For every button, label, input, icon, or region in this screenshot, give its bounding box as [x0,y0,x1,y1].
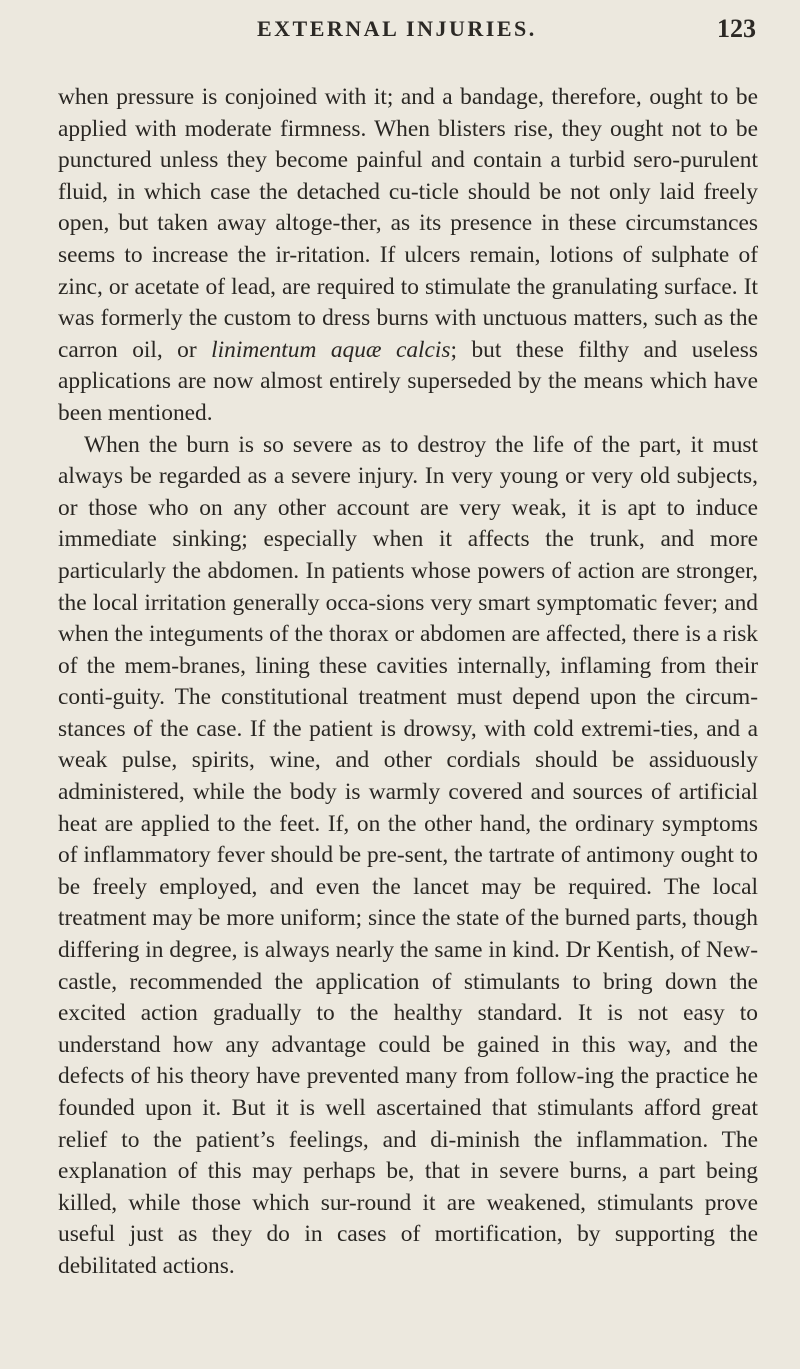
paragraph-1-text-a: when pressure is conjoined with it; and a bandage, therefore, ought to be applied with moderate firmness. When blisters rise, they ought not to be punctured unless they become painful and contain a turbid sero-purulent fluid, in which case the detached cu-ticle should be not only laid freely open, but taken away altoge-ther, as its presence in these circumstances seems to increase the ir-ritation. If ulcers remain, lotions of sulphate of zinc, or acetate of lead, are required to stimulate the granulating surface. It was formerly the custom to dress burns with unctuous matters, such as the carron oil, or [58,84,758,363]
page-header [245,10,756,50]
paragraph-2: When the burn is so severe as to destroy the life of the part, it must always be regarded as a severe injury. In very young or very old subjects, or those who on any other account are very weak, it is apt to induce immediate sinking; especially when it affects the trunk, and more particularly the abdomen. In patients whose powers of action are stronger, the local irritation generally occa-sions very smart symptomatic fever; and when the integuments of the thorax or abdomen are affected, there is a risk of the mem-branes, lining these cavities internally, inflaming from their conti-guity. The constitutional treatment must depend upon the circum-stances of the case. If the patient is drowsy, with cold extremi-ties, and a weak pulse, spirits, wine, and other cordials should be assiduously administered, while the body is warmly covered and sources of artificial heat are applied to the feet. If, on the other hand, the ordinary symptoms of inflammatory fever should be pre-sent, the tartrate of antimony ought to be freely employed, and even the lancet may be required. The local treatment may be more uniform; since the state of the burned parts, though differing in degree, is always nearly the same in kind. Dr Kentish, of New-castle, recommended the application of stimulants to bring down the excited action gradually to the healthy standard. It is not easy to understand how any advantage could be gained in this way, and the defects of his theory have prevented many from follow-ing the practice he founded upon it. But it is well ascertained that stimulants afford great relief to the patient’s feelings, and di-minish the inflammation. The explanation of this may perhaps be, that in severe burns, a part being killed, while those which sur-round it are weakened, stimulants prove useful just as they do in cases of mortification, by supporting the debilitated actions. [58,431,758,1279]
paragraph-1 [58,82,758,430]
paragraph-1-italic-term: linimentum aquæ calcis [211,336,451,363]
running-head: EXTERNAL INJURIES. [257,16,537,41]
page-number: 123 [717,14,756,43]
paragraph-1-text-b: ; but these filthy and useless applications are now almost entirely superseded by the means which have been mentioned. [58,336,758,426]
body-text [58,82,758,1283]
